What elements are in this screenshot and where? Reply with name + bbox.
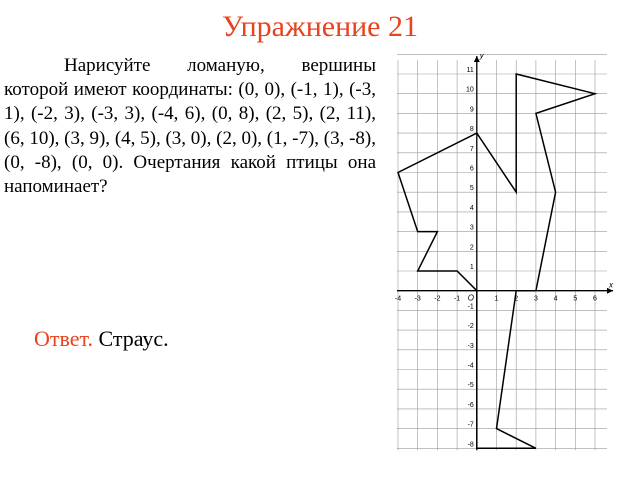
x-tick-label: -1 [453,295,461,303]
x-tick-label: 3 [533,295,538,303]
answer-value: Страус. [98,326,169,351]
x-tick-label: 1 [494,295,499,303]
answer-block [34,326,169,352]
y-tick-label: -4 [467,362,474,370]
y-tick-label: 9 [469,106,474,114]
y-tick-label: -7 [467,421,474,429]
x-axis-label: x [609,280,613,290]
task-text: Нарисуйте ломаную, вершины которой имеют координаты: (0, 0), (-1, 1), (-3, 1), (-2, 3), (-3, 3), (-4, 6), (0, 8), (2, 5), (2, 11), (6, 10), (3, 9), (4, 5), (3, 0), (2, 0), (1, -7), (3, -8), (0, -8), (0, 0). Очертания какой птицы она напоминает? [4,55,376,198]
exercise-title: Упражнение 21 [222,10,418,43]
x-tick-label: 2 [514,295,519,303]
y-tick-label: 5 [469,185,474,193]
y-tick-label: 4 [469,204,474,212]
y-tick-label: -6 [467,401,474,409]
y-tick-label: -1 [467,303,474,311]
y-tick-label: 7 [469,145,474,153]
y-tick-label: -2 [467,323,474,331]
coordinate-plane-chart [393,54,615,456]
y-tick-label: 8 [469,126,474,134]
x-tick-label: -4 [394,295,402,303]
origin-label: O [467,293,475,303]
y-tick-label: 10 [466,86,474,94]
y-tick-label: -8 [467,441,474,449]
y-tick-label: 1 [469,264,474,271]
y-axis-label: y [479,54,484,60]
x-tick-label: -3 [414,295,421,303]
x-tick-label: -2 [434,295,441,303]
answer-label: Ответ. [34,326,93,351]
y-tick-label: -3 [467,342,474,350]
y-tick-label: 11 [466,67,474,74]
y-tick-label: 6 [469,165,474,173]
y-tick-label: 3 [469,224,474,232]
x-tick-label: 4 [553,295,558,303]
y-tick-label: 2 [469,244,474,252]
x-tick-label: 5 [573,295,578,303]
y-tick-label: -5 [467,382,474,390]
x-tick-label: 6 [593,295,597,303]
